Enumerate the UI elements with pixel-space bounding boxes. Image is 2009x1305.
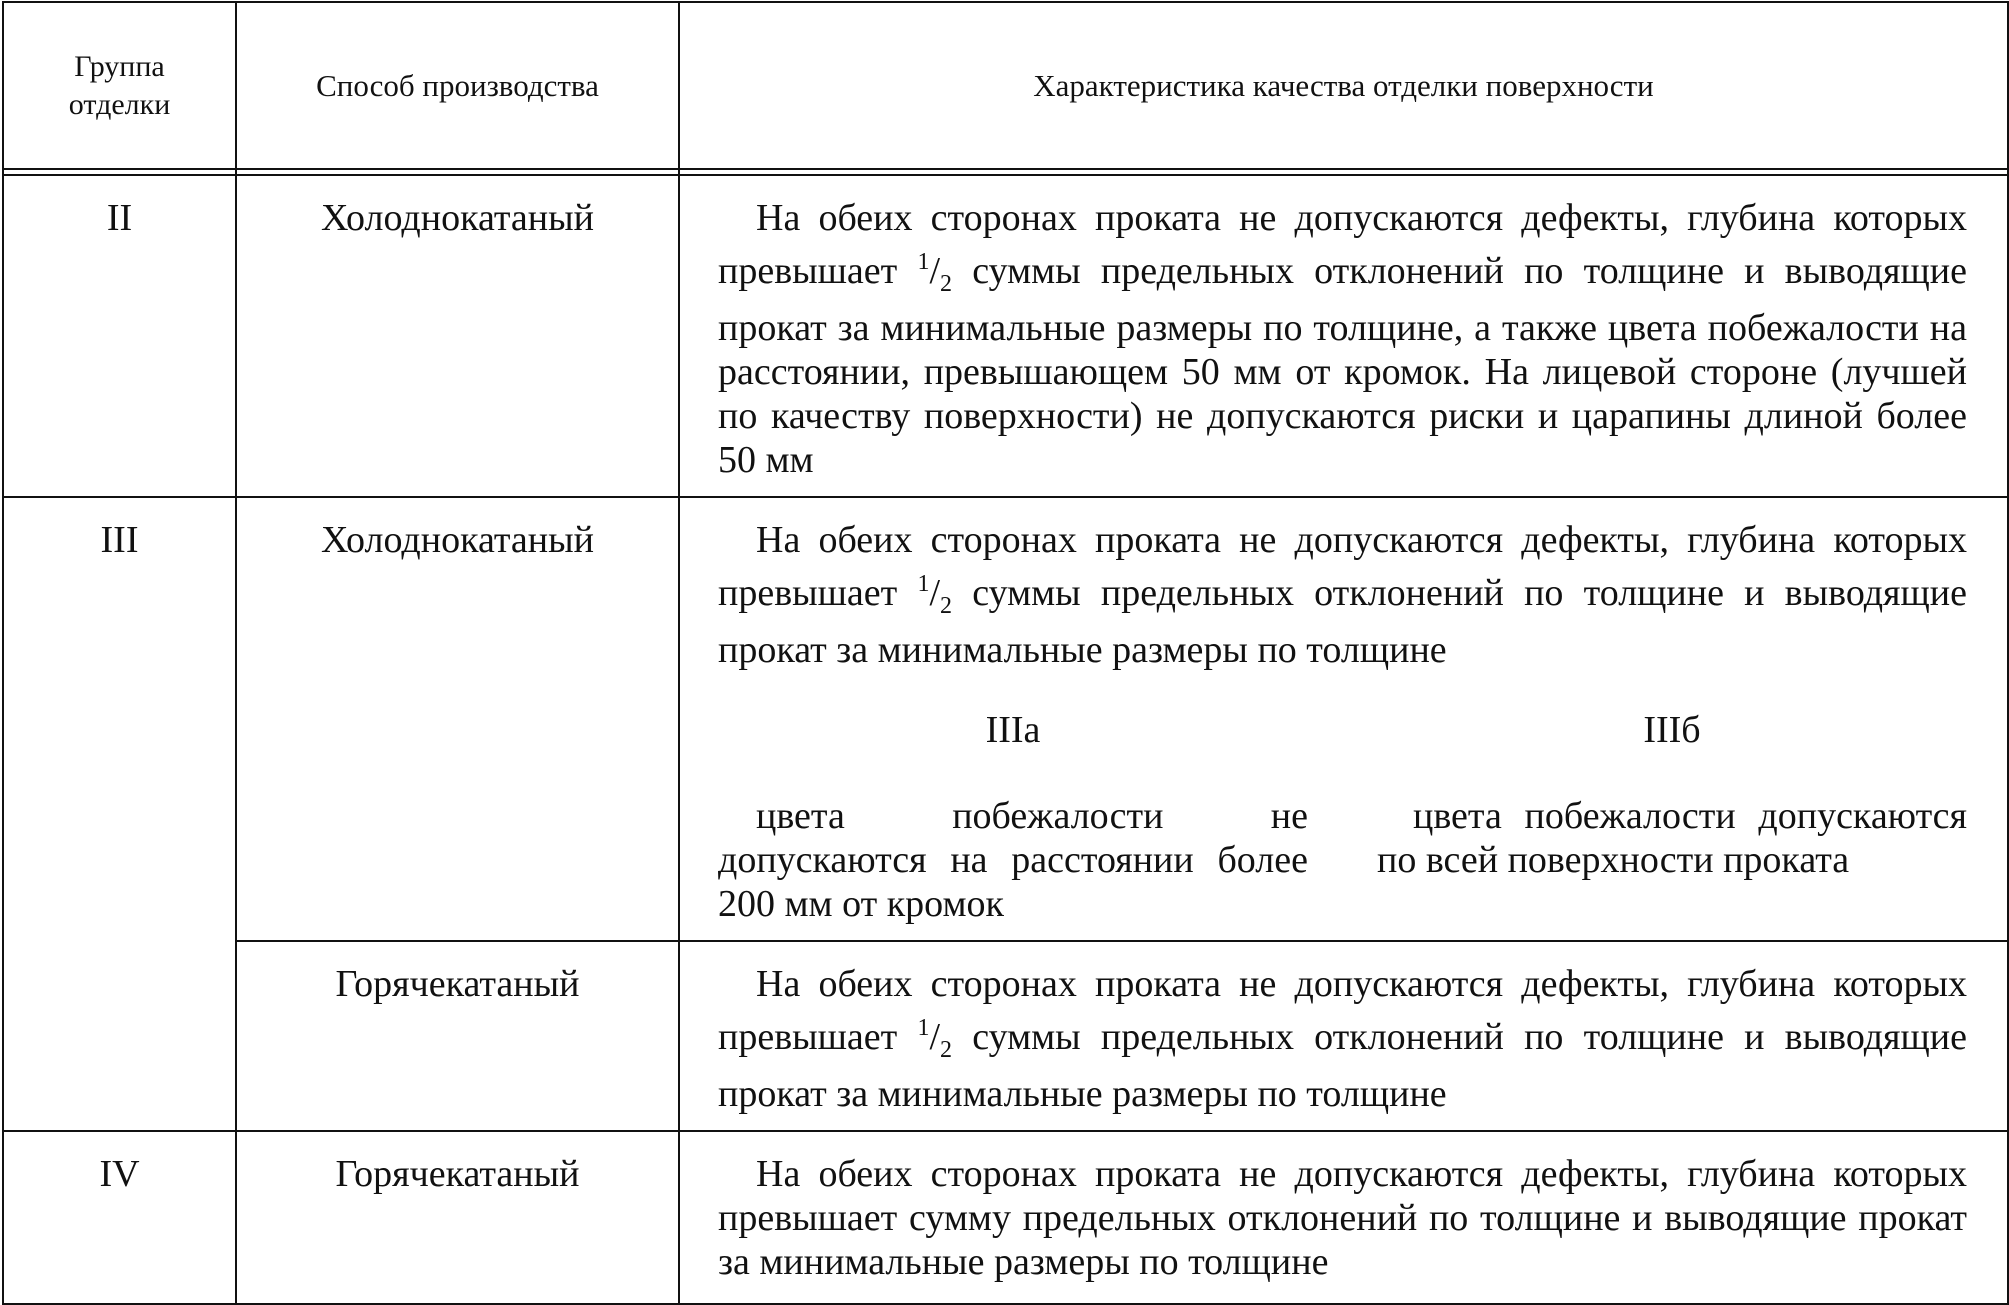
subvariant-b-text: цвета побежалости допускаются по всей поверхности проката	[1377, 795, 1967, 881]
subvariant-a-text: цвета побежалости не допускаются на расстоянии более 200 мм от кромок	[718, 795, 1308, 925]
description-cell	[679, 497, 2008, 941]
subvariant-b	[1377, 708, 1967, 926]
header-method	[236, 2, 679, 169]
method-cell: Холоднокатаный	[236, 175, 679, 497]
description-text: На обеих сторонах проката не допускаются дефекты, глубина которых превышает $^1/_2$ суммы предельных отклонений по толщине и выводящие прокат за минимальные размеры по толщине	[718, 963, 1967, 1115]
description-text: На обеих сторонах проката не допускаются дефекты, глубина которых превышает сумму предельных отклонений по толщине и выводящие прокат за минимальные размеры по толщине	[718, 1153, 1967, 1283]
subvariant-b-title: IIIб	[1643, 709, 1701, 751]
header-group-line2: отделки	[68, 87, 171, 121]
fraction-numerator: 1	[917, 1015, 930, 1041]
group-cell: IV	[3, 1131, 236, 1304]
table-row	[3, 941, 2008, 1131]
header-group-line1: Группа	[74, 49, 165, 83]
subvariant-a-title: IIIа	[985, 709, 1041, 751]
table-header-row	[3, 2, 2008, 169]
description-cell	[679, 1131, 2008, 1304]
description-text: На обеих сторонах проката не допускаются дефекты, глубина которых превышает $^1/_2$ суммы предельных отклонений по толщине и выводящие прокат за минимальные размеры по толщине, а также цвета побежалости на расстоянии, превышающем 50 мм от кромок. На лицевой стороне (лучшей по качеству поверхности) не допускаются риски и царапины длиной более 50 мм	[718, 197, 1967, 481]
description-cell	[679, 941, 2008, 1131]
fraction-denominator: 2	[940, 271, 953, 297]
table-row	[3, 175, 2008, 497]
fraction-slash: /	[929, 250, 941, 292]
header-group	[3, 2, 236, 169]
fraction-slash: /	[929, 1016, 941, 1058]
fraction-denominator: 2	[940, 1037, 953, 1063]
subvariant-a	[718, 708, 1308, 926]
fraction-numerator: 1	[917, 571, 930, 597]
table-row	[3, 497, 2008, 941]
subvariants	[718, 708, 1967, 926]
surface-finish-table	[2, 1, 2009, 1305]
table-row	[3, 1131, 2008, 1304]
fraction-denominator: 2	[940, 593, 953, 619]
method-cell: Горячекатаный	[236, 941, 679, 1131]
group-cell: III	[3, 497, 236, 1131]
group-cell: II	[3, 175, 236, 497]
description-cell	[679, 175, 2008, 497]
header-method-label: Способ производства	[316, 67, 599, 103]
fraction-slash: /	[929, 572, 941, 614]
description-text: На обеих сторонах проката не допускаются дефекты, глубина которых превышает $^1/_2$ суммы предельных отклонений по толщине и выводящие прокат за минимальные размеры по толщине	[718, 519, 1967, 671]
header-characteristic-label: Характеристика качества отделки поверхности	[1033, 67, 1654, 103]
fraction-numerator: 1	[917, 249, 930, 275]
header-characteristic	[679, 2, 2008, 169]
method-cell: Горячекатаный	[236, 1131, 679, 1304]
method-cell: Холоднокатаный	[236, 497, 679, 941]
